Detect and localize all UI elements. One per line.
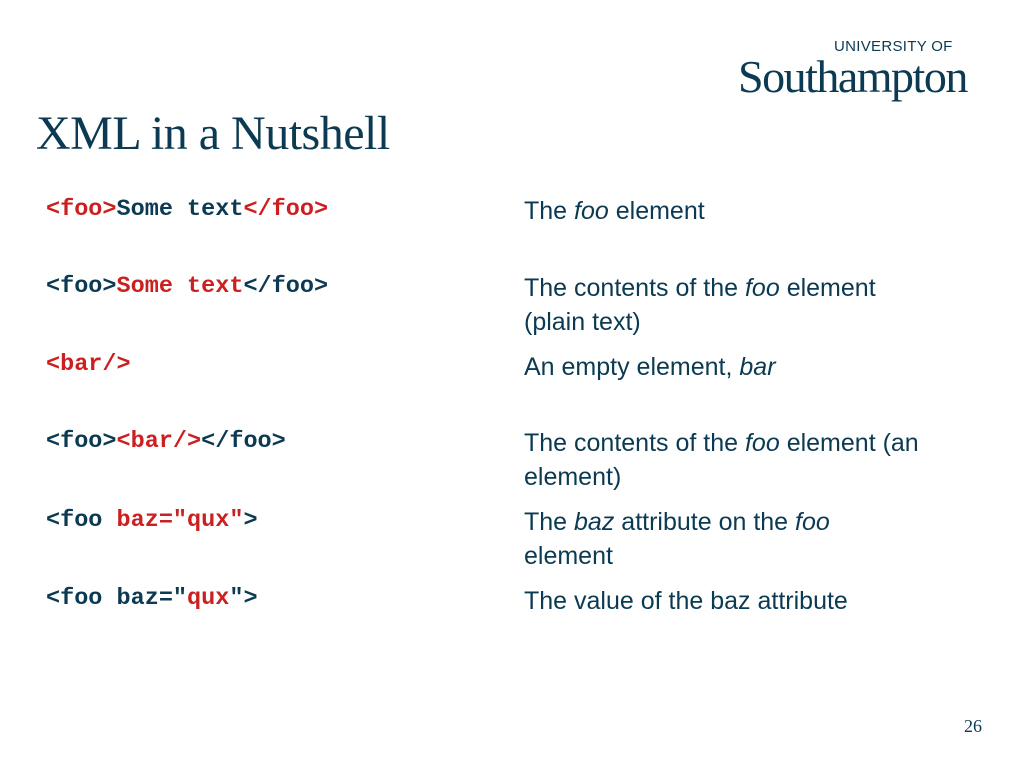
- code-example-4: <foo><bar/></foo>: [46, 428, 286, 455]
- logo-university-of: UNIVERSITY OF: [834, 38, 953, 55]
- university-logo: [738, 38, 988, 102]
- code-example-3: <bar/>: [46, 351, 131, 378]
- description-3: An empty element, bar: [524, 353, 776, 381]
- code-example-6: <foo baz="qux">: [46, 585, 258, 612]
- logo-southampton: Southampton: [738, 51, 967, 102]
- description-6: The value of the baz attribute: [524, 587, 848, 615]
- description-1: The foo element: [524, 197, 705, 225]
- description-2: The contents of the foo element (plain text): [524, 274, 876, 336]
- code-example-5: <foo baz="qux">: [46, 507, 258, 534]
- page-number: 26: [964, 716, 982, 736]
- slide-title: XML in a Nutshell: [36, 107, 390, 160]
- code-example-2: <foo>Some text</foo>: [46, 273, 329, 300]
- code-example-1: <foo>Some text</foo>: [46, 196, 329, 223]
- description-5: The baz attribute on the foo element: [524, 508, 830, 570]
- description-4: The contents of the foo element (an element): [524, 429, 919, 491]
